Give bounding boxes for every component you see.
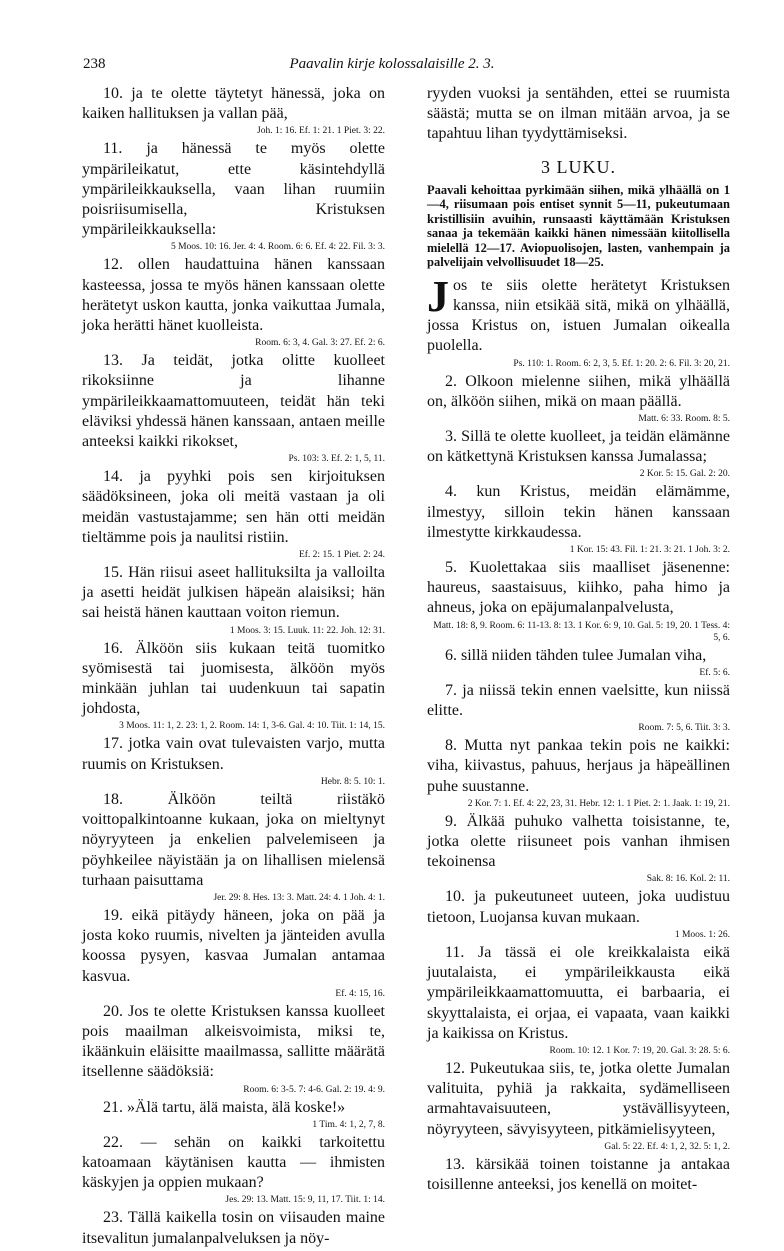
verse xyxy=(82,139,385,240)
verse-text: 11. Ja tässä ei ole kreikkalaista eikä juutalaista, ei ympärileikkausta eikä ympärileikkaamattomuutta, ei barbaaria, ei skyyttalaista, ei orjaa, ei vapaata, vaan kaikki ja kaikissa on Kristus. xyxy=(427,943,730,1042)
verse xyxy=(427,427,730,467)
verse-text: 12. Pukeutukaa siis, te, jotka olette Jumalan valituita, pyhiä ja rakkaita, sydämelliseen armahtavaisuuteen, ystävällisyyteen, nöyryyteen, sävyisyyteen, pitkämielisyyteen, xyxy=(427,1059,730,1138)
verse-text: 18. Älköön teiltä riistäkö voittopalkintoanne kukaan, joka on mieltynyt nöyryyteen ja enkelien palvelemiseen ja pöyhkeilee näyistään ja on lihallisen mielensä turhaan paisuttama xyxy=(82,790,385,889)
verse-text: 8. Mutta nyt pankaa tekin pois ne kaikki: viha, kiivastus, pahuus, herjaus ja häpeällinen puhe suustanne. xyxy=(427,737,730,795)
verse-text: 10. ja te olette täytetyt hänessä, joka on kaiken hallituksen ja vallan pää, xyxy=(82,85,385,123)
drop-cap: J xyxy=(427,271,449,321)
right-verse-list xyxy=(427,271,730,1195)
cross-reference: 2 Kor. 7: 1. Ef. 4: 22, 23, 31. Hebr. 12: 1. 1 Piet. 2: 1. Jaak. 1: 19, 21. xyxy=(467,798,730,809)
verse-text: 5. Kuolettakaa siis maalliset jäsenenne: haureus, saastaisuus, kiihko, paha himo ja ahneus, joka on epäjumalanpalvelusta, xyxy=(427,559,730,617)
chapter-heading: 3 LUKU. xyxy=(541,156,616,177)
verse xyxy=(82,734,385,774)
verse xyxy=(427,271,730,357)
cross-reference: Gal. 5: 22. Ef. 4: 1, 2, 32. 5: 1, 2. xyxy=(604,1141,730,1152)
verse-text: 2. Olkoon mielenne siihen, mikä ylhäällä on, älköön siihen, mikä on maan päällä. xyxy=(427,372,730,410)
cross-reference: Matt. 18: 8, 9. Room. 6: 11-13. 8: 13. 1 Kor. 6: 9, 10. Gal. 5: 19, 20. 1 Tess. 4: 5, 6. xyxy=(433,620,730,643)
verse xyxy=(427,1155,730,1195)
page-number: 238 xyxy=(83,56,106,72)
verse xyxy=(82,351,385,452)
cross-reference: Jer. 29: 8. Hes. 13: 3. Matt. 24: 4. 1 Joh. 4: 1. xyxy=(213,892,385,903)
verse-text: 17. jotka vain ovat tulevaisten varjo, mutta ruumis on Kristuksen. xyxy=(82,735,385,773)
verse xyxy=(427,646,730,666)
verse xyxy=(82,906,385,987)
verse xyxy=(82,563,385,624)
cross-reference: Jes. 29: 13. Matt. 15: 9, 11, 17. Tiit. 1: 14. xyxy=(225,1195,385,1206)
cross-reference: Matt. 6: 33. Room. 8: 5. xyxy=(638,414,730,425)
verse xyxy=(82,1098,385,1118)
verse-text: 9. Älkää puhuko valhetta toisistanne, te, jotka olette riisuneet pois vanhan ihmisen tekoinensa xyxy=(427,812,730,871)
cross-reference: 5 Moos. 10: 16. Jer. 4: 4. Room. 6: 6. Ef. 4: 22. Fil. 3: 3. xyxy=(170,242,385,253)
verse xyxy=(82,255,385,336)
verse xyxy=(427,887,730,927)
verse xyxy=(427,372,730,412)
cross-reference: 1 Moos. 1: 26. xyxy=(674,929,730,940)
cross-reference: Sak. 8: 16. Kol. 2: 11. xyxy=(646,874,730,885)
cross-reference: Room. 6: 3, 4. Gal. 3: 27. Ef. 2: 6. xyxy=(255,338,385,349)
verse-text: 16. Älköön siis kukaan teitä tuomitko syömisestä tai juomisesta, älköön myös minkään juhlan tai uudenkuun tai sapatin johdosta, xyxy=(82,639,385,718)
verse-text: 21. »Älä tartu, älä maista, älä koske!» xyxy=(103,1098,346,1116)
verse-text: 7. ja niissä tekin ennen vaelsitte, kun niissä elitte. xyxy=(427,681,730,720)
verse-text: 6. sillä niiden tähden tulee Jumalan viha, xyxy=(445,646,707,664)
right-column xyxy=(427,84,730,1197)
continuation-text: ryyden vuoksi ja sentähden, ettei se ruumista säästä; mutta se on ilman mitään arvoa, ja se tapahtuu lihan tyydyttämiseksi. xyxy=(427,85,730,143)
cross-reference: Ef. 4: 15, 16. xyxy=(335,988,385,999)
verse xyxy=(427,482,730,543)
verse-text: 3. Sillä te olette kuolleet, ja teidän elämänne on kätkettynä Kristuksen kanssa Jumalassa; xyxy=(427,428,730,466)
verse xyxy=(427,1059,730,1140)
running-title: Paavalin kirje kolossalaisille 2. 3. xyxy=(289,56,495,72)
verse xyxy=(82,639,385,720)
cross-reference: Room. 6: 3-5. 7: 4-6. Gal. 2: 19. 4: 9. xyxy=(243,1084,385,1095)
cross-reference: 1 Moos. 3: 15. Luuk. 11: 22. Joh. 12: 31. xyxy=(229,625,385,636)
cross-reference: 3 Moos. 11: 1, 2. 23: 1, 2. Room. 14: 1, 3-6. Gal. 4: 10. Tiit. 1: 14, 15. xyxy=(119,721,385,732)
cross-reference: 2 Kor. 5: 15. Gal. 2: 20. xyxy=(639,469,730,480)
cross-reference: 1 Tim. 4: 1, 2, 7, 8. xyxy=(312,1119,385,1130)
verse-text: 22. — sehän on kaikki tarkoitettu katoamaan käytänisen kautta — ihmisten käskyjen ja oppien mukaan? xyxy=(82,1133,385,1192)
verse xyxy=(82,1133,385,1194)
left-column xyxy=(82,84,385,1251)
verse-text: 14. ja pyyhki pois sen kirjoituksen säädöksineen, joka oli meitä vastaan ja oli meidän vastustajamme; sen hän otti meidän tieltämme pois ja naulitsi ristiin. xyxy=(82,468,385,546)
cross-reference: Room. 7: 5, 6. Tiit. 3: 3. xyxy=(638,723,730,734)
cross-reference: 1 Kor. 15: 43. Fil. 1: 21. 3: 21. 1 Joh. 3: 2. xyxy=(569,545,730,556)
cross-reference: Room. 10: 12. 1 Kor. 7: 19, 20. Gal. 3: 28. 5: 6. xyxy=(549,1045,730,1056)
cross-reference: Ef. 2: 15. 1 Piet. 2: 24. xyxy=(298,550,385,561)
verse xyxy=(82,1208,385,1248)
verse xyxy=(82,467,385,548)
verse-text: 20. Jos te olette Kristuksen kanssa kuolleet pois maailman alkeisvoimista, miksi te, ikäänkuin eläisitte maailmassa, sallitte määrätä itsellenne säädöksiä: xyxy=(82,1002,385,1081)
cross-reference: Ps. 110: 1. Room. 6: 2, 3, 5. Ef. 1: 20. 2: 6. Fil. 3: 20, 21. xyxy=(513,358,730,369)
cross-reference: Ps. 103: 3. Ef. 2: 1, 5, 11. xyxy=(288,454,385,465)
verse-text: 13. Ja teidät, jotka olitte kuolleet rikoksiinne ja lihanne ympärileikkaamattomuuteen, teidät hän teki eläviksi yhdessä hänen kanssaan, antaen meille anteeksi kaikki rikokset, xyxy=(82,352,385,451)
verse-text: 13. kärsikää toinen toistanne ja antakaa toisillenne anteeksi, jos kenellä on moitet- xyxy=(427,1155,730,1193)
verse-text: os te siis olette herätetyt Kristuksen kanssa, niin etsikää sitä, mikä on ylhäällä, jossa Kristus on, istuen Jumalan oikealla puolella. xyxy=(427,276,730,355)
verse xyxy=(82,790,385,891)
verse xyxy=(427,812,730,873)
verse-text: 11. ja hänessä te myös olette ympärileikatut, ette käsintehdyllä ympärileikkauksella, vaan lihan ruumiin poisriisumisella, Kristuksen ympärileikkauksella: xyxy=(82,140,385,239)
running-head xyxy=(0,48,784,74)
verse-text: 10. ja pukeutuneet uuteen, joka uudistuu tietoon, Luojansa kuvan mukaan. xyxy=(427,888,730,926)
verse-text: 4. kun Kristus, meidän elämämme, ilmestyy, silloin tekin hänen kanssaan ilmestytte kirkkaudessa. xyxy=(427,483,730,541)
verse-text: 19. eikä pitäydy häneen, joka on pää ja josta koko ruumis, nivelten ja jänteiden avulla koossa pysyen, kasvaa Jumalan antamaa kasvua. xyxy=(82,906,385,985)
verse-text: 23. Tällä kaikella tosin on viisauden maine itsevalitun jumalanpalveluksen ja nöy- xyxy=(82,1209,385,1247)
chapter-summary: Paavali kehoittaa pyrkimään siihen, mikä ylhäällä on 1—4, riisumaan pois entiset synnit 5—11, pukeutumaan kristillisiin avuihin, runsaasti käyttämään Kristuksen sanaa ja tekemään kaikki hänen nimessään kiitollisella mielellä 12—17. Aviopuolisojen, lasten, vanhempain ja palvelijain velvollisuudet 18—25. xyxy=(427,182,730,270)
verse xyxy=(82,1002,385,1083)
verse-text: 12. ollen haudattuina hänen kanssaan kasteessa, jossa te myös hänen kanssaan olette herätetyt uskon kautta, jonka vaikuttaa Jumala, joka herätti hänet kuolleista. xyxy=(82,256,385,335)
verse xyxy=(82,84,385,124)
cross-reference: Hebr. 8: 5. 10: 1. xyxy=(320,776,385,787)
verse xyxy=(427,558,730,619)
verse xyxy=(427,736,730,797)
cross-reference: Ef. 5: 6. xyxy=(699,667,730,678)
verse xyxy=(427,943,730,1044)
verse xyxy=(427,681,730,721)
verse-text: 15. Hän riisui aseet hallituksilta ja valloilta ja asetti heidät julkisen häpeän alaisiksi; hän sai heistä hänen kauttaan voiton riemun. xyxy=(82,564,385,622)
cross-reference: Joh. 1: 16. Ef. 1: 21. 1 Piet. 3: 22. xyxy=(257,126,385,137)
